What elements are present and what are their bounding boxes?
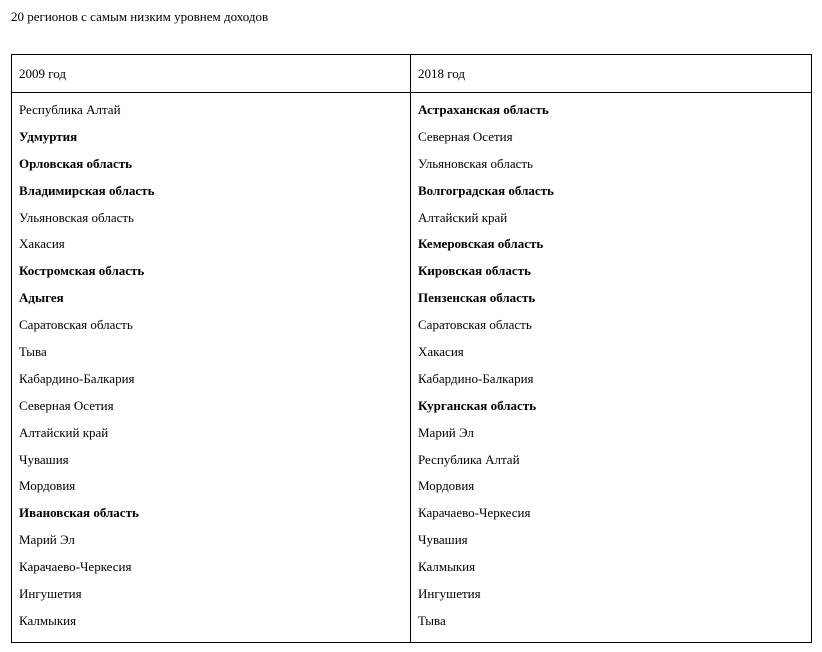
header-2018: 2018 год (411, 55, 811, 93)
column-2018 (411, 93, 811, 642)
table-row: Мордовия (418, 478, 475, 494)
table-row: Саратовская область (418, 317, 532, 333)
header-2009: 2009 год (12, 55, 411, 93)
table-row: Калмыкия (418, 559, 476, 575)
regions-table (11, 54, 812, 643)
table-row: Кемеровская область (418, 236, 544, 252)
table-row: Северная Осетия (418, 128, 513, 144)
table-row: Пензенская область (418, 290, 536, 306)
table-row: Хакасия (19, 236, 65, 252)
table-row: Орловская область (19, 155, 133, 171)
table-caption: 20 регионов с самым низким уровнем доходов (11, 9, 269, 24)
table-row: Чувашия (19, 451, 69, 467)
table-row: Ивановская область (19, 505, 139, 521)
table-row: Астраханская область (418, 102, 549, 117)
table-row: Кабардино-Балкария (418, 370, 534, 386)
table-row: Карачаево-Черкесия (19, 559, 132, 575)
table-row: Мордовия (19, 478, 76, 494)
table-row: Саратовская область (19, 317, 133, 333)
table-row: Курганская область (418, 397, 537, 413)
table-row: Марий Эл (19, 532, 75, 548)
table-row: Кабардино-Балкария (19, 370, 135, 386)
table-row: Ульяновская область (19, 209, 134, 225)
table-row: Северная Осетия (19, 397, 114, 413)
table-row: Алтайский край (418, 209, 508, 225)
table-row: Хакасия (418, 344, 464, 360)
table-row: Тыва (418, 612, 446, 628)
table-row: Костромская область (19, 263, 145, 279)
table-row: Волгоградская область (418, 182, 554, 198)
table-row: Калмыкия (19, 612, 77, 628)
column-2009 (12, 93, 411, 642)
table-row: Марий Эл (418, 424, 474, 440)
table-row: Алтайский край (19, 424, 109, 440)
table-row: Ингушетия (19, 586, 82, 602)
table-row: Кировская область (418, 263, 531, 279)
table-row: Карачаево-Черкесия (418, 505, 531, 521)
table-row: Тыва (19, 344, 47, 360)
table-row: Чувашия (418, 532, 468, 548)
table-row: Ульяновская область (418, 155, 533, 171)
table-row: Республика Алтай (418, 451, 520, 467)
table-row: Удмуртия (19, 128, 78, 144)
table-row: Республика Алтай (19, 102, 121, 117)
table-row: Адыгея (19, 290, 64, 306)
table-row: Владимирская область (19, 182, 155, 198)
table-row: Ингушетия (418, 586, 481, 602)
